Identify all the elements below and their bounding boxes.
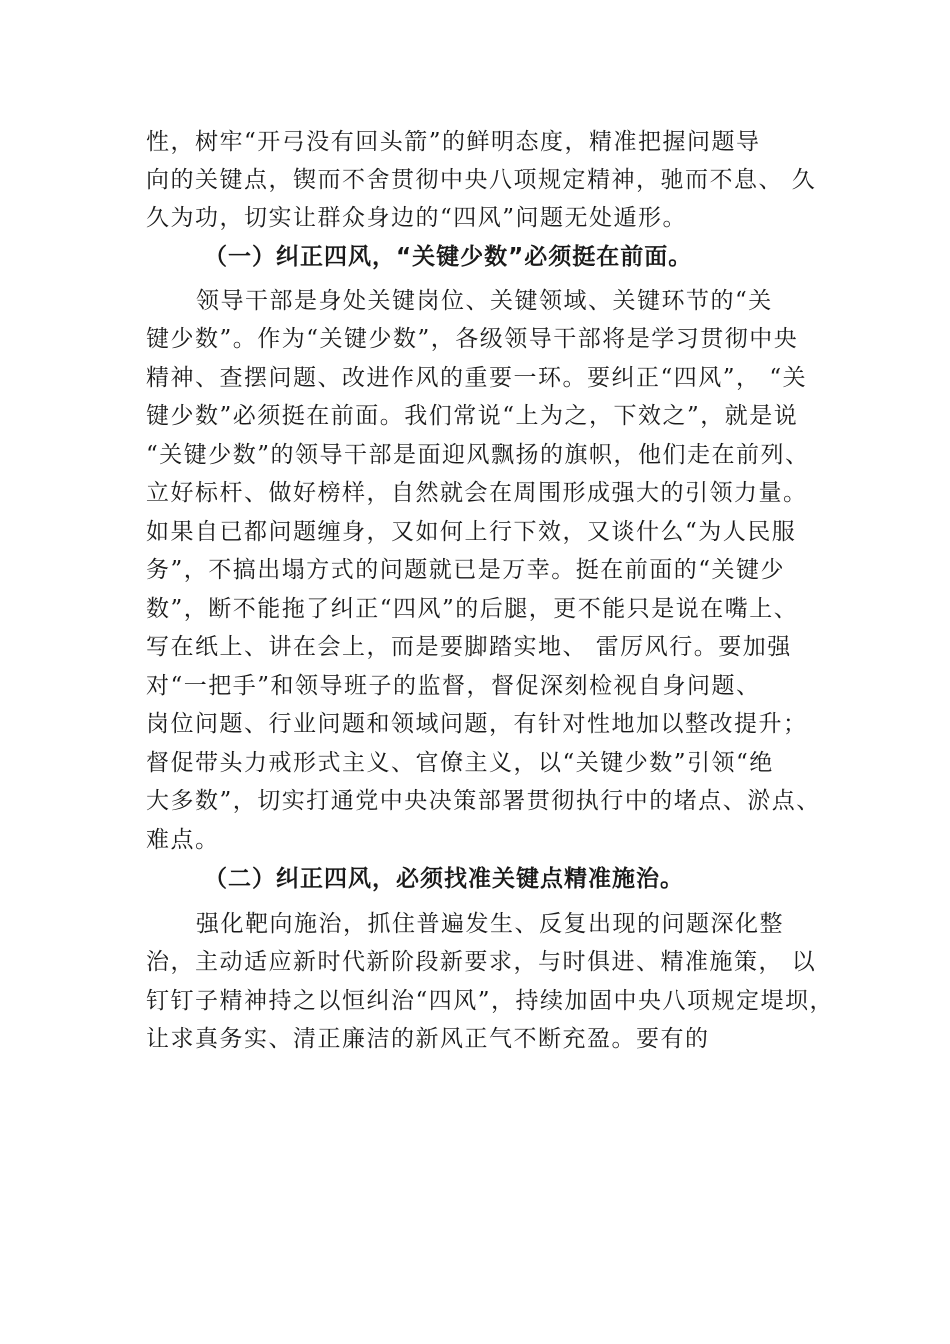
paragraph-line: 治，主动适应新时代新阶段新要求，与时俱进、精准施策， 以 bbox=[146, 949, 817, 975]
paragraph-line: 性，树牢“开弓没有回头箭”的鲜明态度，精准把握问题导 bbox=[146, 129, 761, 155]
paragraph-line: 对“一把手”和领导班子的监督，督促深刻检视自身问题、 bbox=[146, 673, 761, 699]
paragraph-line: 督促带头力戒形式主义、官僚主义，以“关键少数”引领“绝 bbox=[146, 750, 774, 776]
paragraph-line: 立好标杆、做好榜样，自然就会在周围形成强大的引领力量。 bbox=[146, 480, 808, 506]
paragraph-line: 精神、查摆问题、改进作风的重要一环。要纠正“四风”， “关 bbox=[146, 365, 808, 391]
paragraph-line: “关键少数”的领导干部是面迎风飘扬的旗帜，他们走在前列、 bbox=[146, 442, 810, 468]
paragraph-line: 强化靶向施治，抓住普遍发生、反复出现的问题深化整 bbox=[196, 911, 784, 937]
section-heading-1: （一）纠正四风，“关键少数”必须挺在前面。 bbox=[204, 244, 693, 270]
paragraph-line: 键少数”。作为“关键少数”，各级领导干部将是学习贯彻中央 bbox=[146, 326, 799, 352]
paragraph-line: 键少数”必须挺在前面。我们常说“上为之，下效之”，就是说 bbox=[146, 403, 799, 429]
paragraph-line: 岗位问题、行业问题和领域问题，有针对性地加以整改提升； bbox=[146, 711, 808, 737]
paragraph-line: 难点。 bbox=[146, 827, 220, 853]
paragraph-line: 领导干部是身处关键岗位、关键领域、关键环节的“关 bbox=[196, 288, 773, 314]
paragraph-line: 久为功，切实让群众身边的“四风”问题无处遁形。 bbox=[146, 205, 688, 231]
section-heading-2: （二）纠正四风，必须找准关键点精准施治。 bbox=[204, 866, 684, 892]
paragraph-line: 写在纸上、讲在会上，而是要脚踏实地、 雷厉风行。要加强 bbox=[146, 634, 792, 660]
paragraph-line: 向的关键点，锲而不舍贯彻中央八项规定精神，驰而不息、 久 bbox=[146, 167, 817, 193]
paragraph-line: 大多数”，切实打通党中央决策部署贯彻执行中的堵点、淤点、 bbox=[146, 788, 821, 814]
paragraph-line: 务”，不搞出塌方式的问题就已是万幸。挺在前面的“关键少 bbox=[146, 557, 786, 583]
paragraph-line: 让求真务实、清正廉洁的新风正气不断充盈。要有的 bbox=[146, 1026, 710, 1052]
paragraph-line: 数”，断不能拖了纠正“四风”的后腿，更不能只是说在嘴上、 bbox=[146, 596, 799, 622]
paragraph-line: 钉钉子精神持之以恒纠治“四风”，持续加固中央八项规定堤坝， bbox=[146, 988, 835, 1014]
paragraph-line: 如果自已都问题缠身，又如何上行下效，又谈什么“为人民服 bbox=[146, 519, 797, 545]
